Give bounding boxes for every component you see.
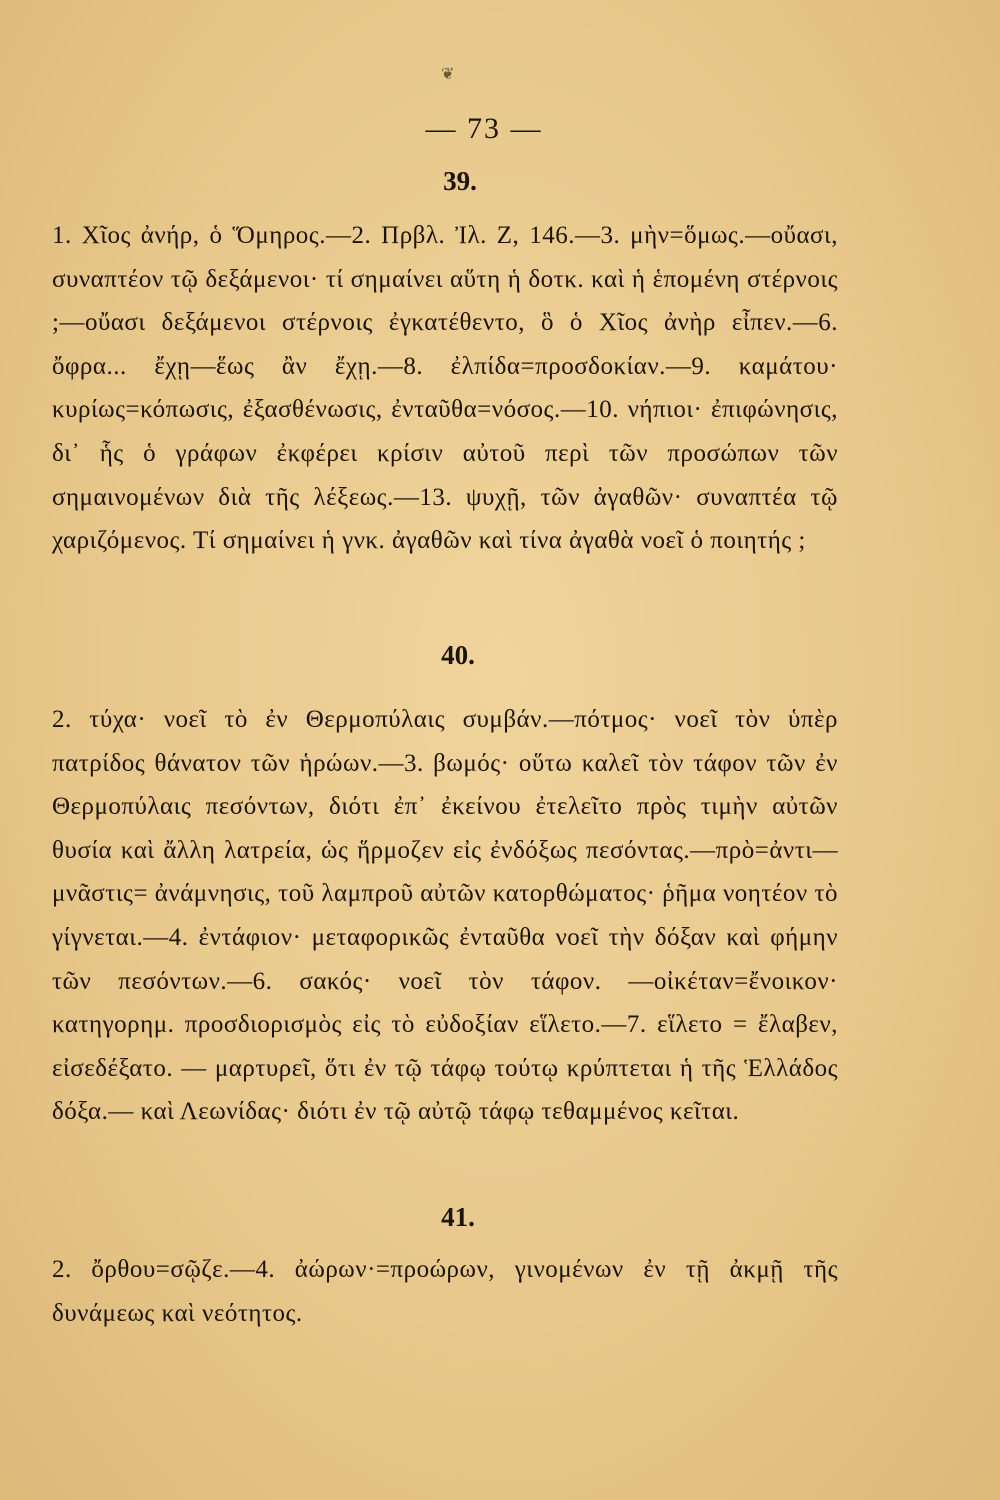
section-heading-40: 40. <box>441 640 475 670</box>
ink-speck: ❦ <box>441 64 455 83</box>
commentary-paragraph-40: 2. τύχα· νοεῖ τὸ ἐν Θερμοπύλαις συμβάν.—πότμος· νοεῖ τὸν ὑπὲρ πατρίδος θάνατον τῶν ἡρώων.—3. βωμός· οὕτω καλεῖ τὸν τάφον τῶν ἐν Θερμοπύλαις πεσόντων, διότι ἐπ᾽ ἐκείνου ἐτελεῖτο πρὸς τιμὴν αὐτῶν θυσία καὶ ἄλλη λατρεία, ὡς ἥρμοζεν εἰς ἐνδόξως πεσόντας.—πρὸ=ἀντι—μνᾶστις= ἀνάμνησις, τοῦ λαμπροῦ αὐτῶν κατορθώματος· ῥῆμα νοητέον τὸ γίγνεται.—4. ἐντάφιον· μεταφορικῶς ἐνταῦθα νοεῖ τὴν δόξαν καὶ φήμην τῶν πεσόντων.—6. σακός· νοεῖ τὸν τάφον. —οἰκέταν=ἔνοικον· κατηγορημ. προσδιορισμὸς εἰς τὸ εὐδοξίαν εἵλετο.—7. εἵλετο = ἔλαβεν, εἰσεδέξατο. — μαρτυρεῖ, ὅτι ἐν τῷ τάφῳ τούτῳ κρύπτεται ἡ τῆς Ἑλλάδος δόξα.— καὶ Λεωνίδας· διότι ἐν τῷ αὐτῷ τάφῳ τεθαμμένος κεῖται. <box>52 706 839 1126</box>
section-heading-41: 41. <box>441 1202 475 1232</box>
commentary-paragraph-39: 1. Χῖος ἀνήρ, ὁ Ὅμηρος.—2. Πρβλ. Ἰλ. Ζ, 146.—3. μὴν=ὅμως.—οὔασι, συναπτέον τῷ δεξάμενοι· τί σημαίνει αὕτη ἡ δοτκ. καὶ ἡ ἑπομένη στέρνοις ;—οὔασι δεξάμενοι στέρνοις ἐγκατέθεντο, ὃ ὁ Χῖος ἀνὴρ εἶπεν.—6. ὄφρα... ἔχῃ—ἕως ἂν ἔχῃ.—8. ἐλπίδα=προσδοκίαν.—9. καμάτου· κυρίως=κόπωσις, ἐξασθένωσις, ἐνταῦθα=νόσος.—10. νήπιοι· ἐπιφώνησις, δι᾽ ἧς ὁ γράφων ἐκφέρει κρίσιν αὐτοῦ περὶ τῶν προσώπων τῶν σημαινομένων διὰ τῆς λέξεως.—13. ψυχῇ, τῶν ἀγαθῶν· συναπτέα τῷ χαριζόμενος. Τί σημαίνει ἡ γνκ. ἀγαθῶν καὶ τίνα ἀγαθὰ νοεῖ ὁ ποιητής ; <box>52 222 838 555</box>
commentary-paragraph-41: 2. ὄρθου=σῷζε.—4. ἀώρων·=προώρων, γινομένων ἐν τῇ ἀκμῇ τῆς δυνάμεως καὶ νεότητος. <box>52 1256 838 1327</box>
section-heading-39: 39. <box>443 166 477 196</box>
page-number: — 73 — <box>425 112 543 145</box>
